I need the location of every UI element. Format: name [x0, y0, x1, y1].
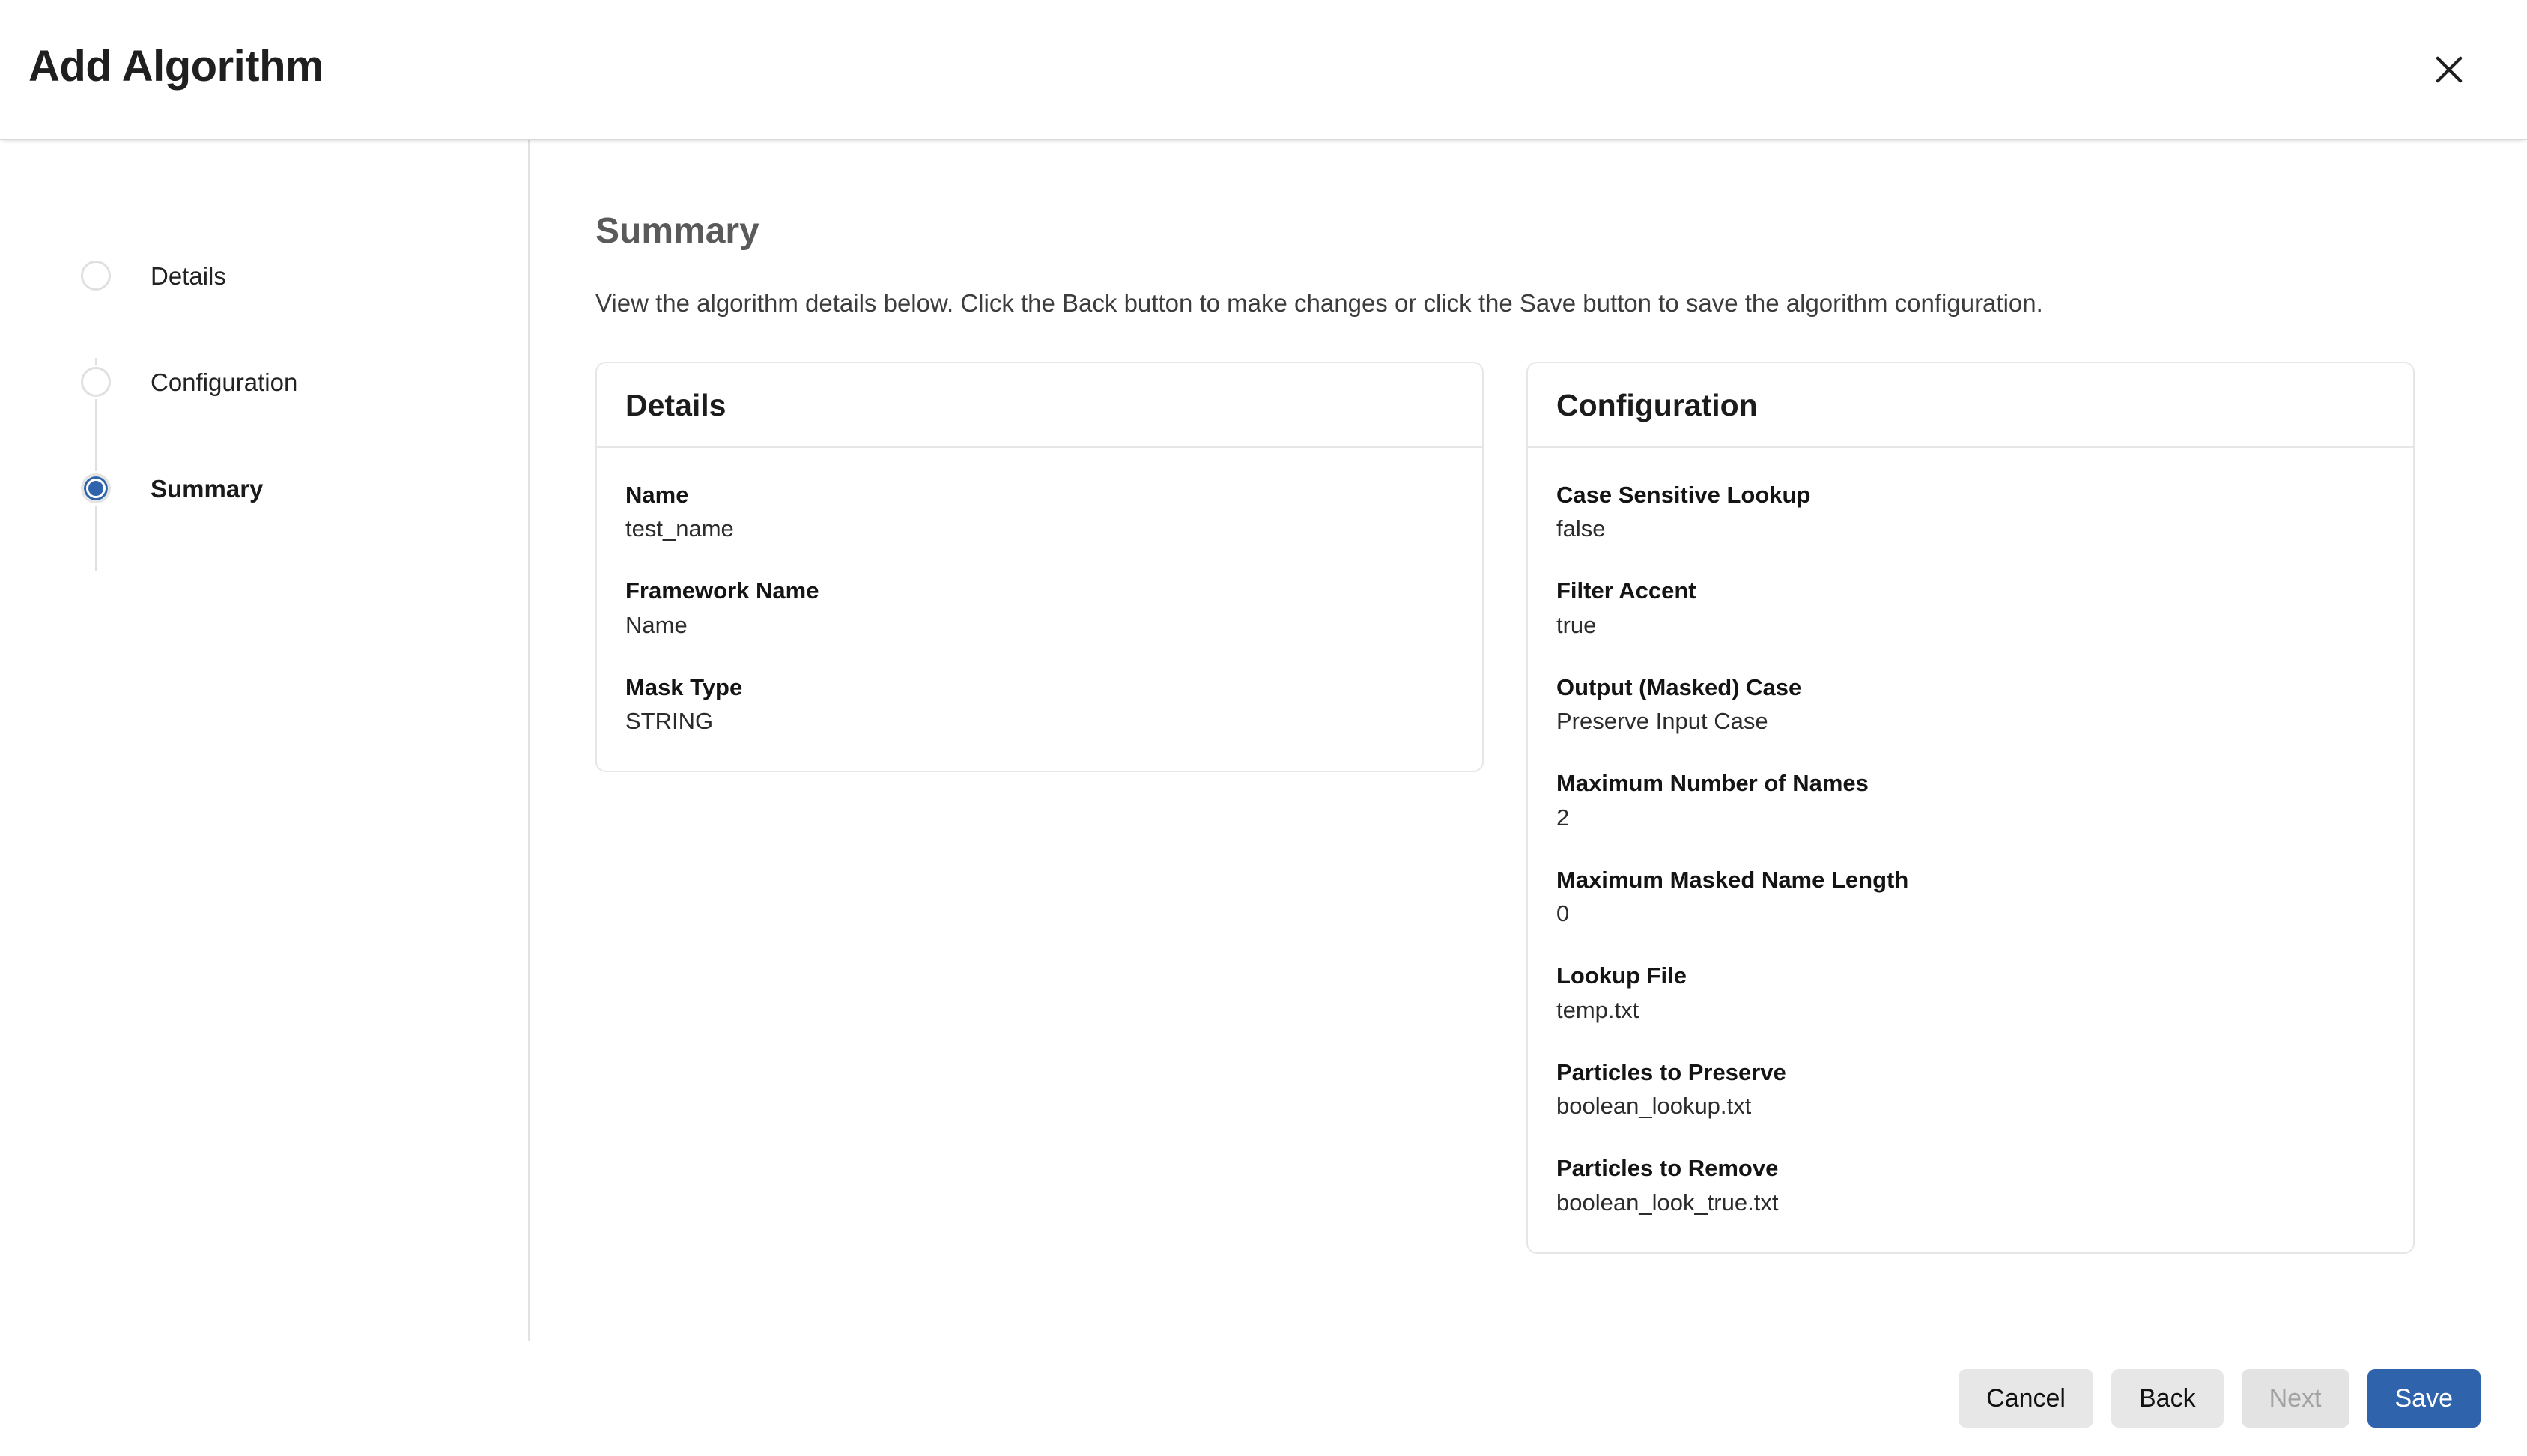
step-dot-active-icon [81, 473, 111, 503]
stepper-list [0, 222, 528, 542]
step-indicator [79, 471, 113, 506]
close-button[interactable] [2418, 38, 2481, 101]
dialog-header [0, 0, 2527, 140]
field-row [1556, 1058, 2385, 1122]
configuration-card-header [1528, 363, 2413, 448]
field-label: Maximum Masked Name Length [1556, 866, 1909, 893]
field-value: temp.txt [1556, 996, 1639, 1023]
dialog-body [0, 140, 2527, 1456]
details-card-title: Details [625, 387, 726, 422]
field-value: Name [625, 611, 688, 638]
sidebar-item-details[interactable] [0, 222, 528, 329]
field-label: Particles to Remove [1556, 1155, 1779, 1182]
details-card-body [597, 448, 1482, 771]
sidebar-item-label: Summary [151, 474, 264, 503]
field-row [1556, 577, 2385, 640]
sidebar-item-label: Details [151, 261, 226, 290]
field-row [1556, 866, 2385, 929]
back-button[interactable]: Back [2111, 1369, 2224, 1428]
field-value: 0 [1556, 900, 1570, 927]
dialog-footer [0, 1341, 2527, 1456]
sidebar-item-label: Configuration [151, 368, 298, 396]
field-label: Case Sensitive Lookup [1556, 481, 1811, 508]
field-row [625, 673, 1454, 737]
step-indicator [79, 365, 113, 399]
field-row [625, 577, 1454, 640]
stepper-sidebar [0, 140, 530, 1341]
cancel-button[interactable]: Cancel [1959, 1369, 2093, 1428]
field-row [625, 481, 1454, 545]
main-content [530, 140, 2527, 1254]
field-label: Output (Masked) Case [1556, 673, 1802, 700]
save-button[interactable]: Save [2367, 1369, 2481, 1428]
field-label: Framework Name [625, 577, 819, 604]
details-card [595, 362, 1484, 773]
field-row [1556, 673, 2385, 737]
field-label: Name [625, 481, 689, 508]
field-row [1556, 481, 2385, 545]
field-row [1556, 962, 2385, 1025]
page-title: Add Algorithm [28, 41, 324, 91]
field-value: STRING [625, 708, 714, 735]
field-label: Particles to Preserve [1556, 1058, 1786, 1085]
step-dot-icon [81, 261, 111, 291]
step-indicator [79, 258, 113, 293]
field-label: Lookup File [1556, 962, 1687, 989]
field-row [1556, 769, 2385, 833]
sidebar-item-summary[interactable] [0, 435, 528, 542]
field-value: boolean_lookup.txt [1556, 1093, 1752, 1120]
sidebar-item-configuration[interactable] [0, 329, 528, 435]
field-value: Preserve Input Case [1556, 708, 1768, 735]
configuration-card [1526, 362, 2415, 1254]
summary-cards [595, 362, 2527, 1254]
close-icon [2430, 50, 2469, 89]
field-row [1556, 1154, 2385, 1218]
field-value: false [1556, 515, 1606, 542]
next-button: Next [2242, 1369, 2349, 1428]
field-value: boolean_look_true.txt [1556, 1189, 1779, 1216]
field-value: true [1556, 611, 1597, 638]
field-label: Mask Type [625, 673, 743, 700]
section-title: Summary [595, 211, 759, 251]
field-label: Maximum Number of Names [1556, 770, 1869, 797]
field-value: 2 [1556, 804, 1570, 831]
configuration-card-title: Configuration [1556, 387, 1758, 422]
step-dot-icon [81, 367, 111, 397]
section-description: View the algorithm details below. Click the Back button to make changes or click the Save button to save the algorithm configuration. [595, 289, 2043, 317]
field-label: Filter Accent [1556, 577, 1696, 604]
details-card-header [597, 363, 1482, 448]
configuration-card-body [1528, 448, 2413, 1252]
field-value: test_name [625, 515, 734, 542]
